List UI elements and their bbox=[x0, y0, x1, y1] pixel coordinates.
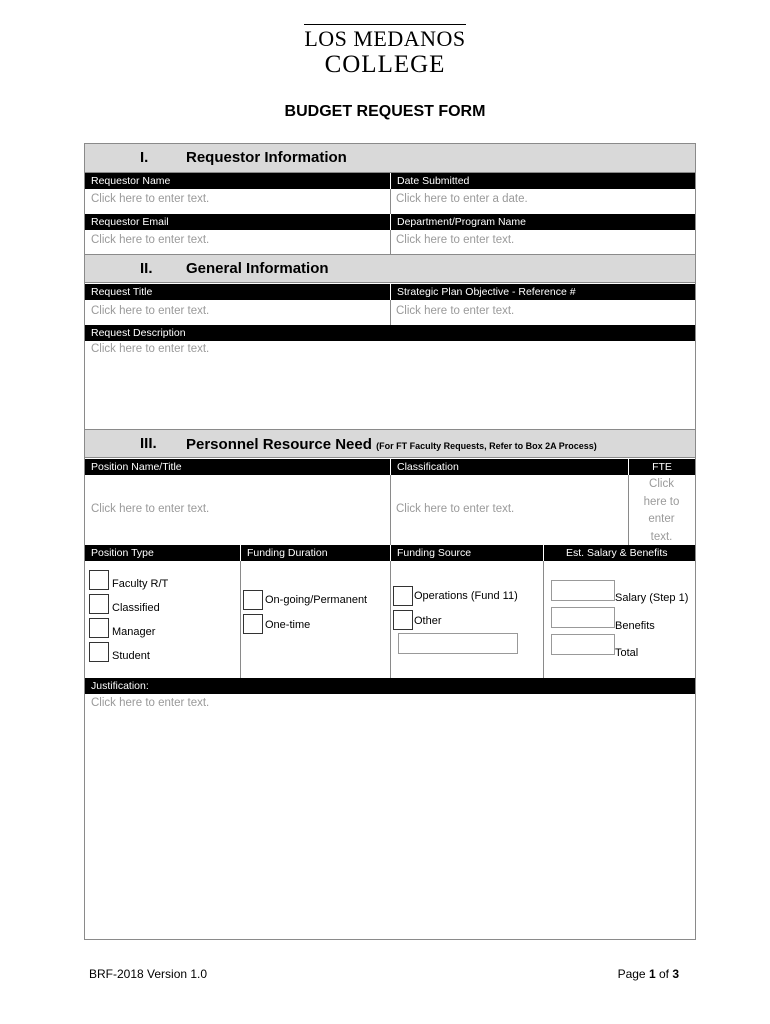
student-checkbox[interactable] bbox=[89, 642, 109, 662]
est-salary-label: Est. Salary & Benefits bbox=[543, 545, 695, 561]
logo-line-1: LOS MEDANOS bbox=[304, 26, 466, 51]
request-description-input[interactable]: Click here to enter text. bbox=[91, 343, 210, 355]
divider bbox=[390, 230, 391, 254]
divider bbox=[628, 475, 629, 545]
manager-checkbox[interactable] bbox=[89, 618, 109, 638]
section-3-number: III. bbox=[140, 435, 157, 452]
salary-field[interactable] bbox=[551, 580, 615, 601]
fte-label: FTE bbox=[628, 459, 695, 475]
position-name-input[interactable]: Click here to enter text. bbox=[91, 503, 210, 515]
requestor-name-input[interactable]: Click here to enter text. bbox=[91, 193, 210, 205]
other-option-label: Other bbox=[414, 615, 442, 627]
section-1-number: I. bbox=[140, 149, 149, 166]
requestor-name-label: Requestor Name bbox=[85, 173, 390, 189]
budget-request-form bbox=[84, 143, 696, 940]
salary-label: Salary (Step 1) bbox=[615, 592, 689, 604]
request-title-label: Request Title bbox=[85, 284, 390, 300]
justification-input[interactable]: Click here to enter text. bbox=[91, 697, 210, 709]
section-1-header bbox=[85, 144, 695, 173]
divider bbox=[390, 189, 391, 214]
date-submitted-input[interactable]: Click here to enter a date. bbox=[396, 193, 528, 205]
benefits-field[interactable] bbox=[551, 607, 615, 628]
request-title-input[interactable]: Click here to enter text. bbox=[91, 305, 210, 317]
page-number: Page 1 of 3 bbox=[617, 967, 679, 981]
classification-label: Classification bbox=[390, 459, 628, 475]
student-option-label: Student bbox=[112, 650, 150, 662]
date-submitted-label: Date Submitted bbox=[390, 173, 695, 189]
classified-checkbox[interactable] bbox=[89, 594, 109, 614]
one-time-option-label: One-time bbox=[265, 619, 311, 631]
section-1-title: Requestor Information bbox=[186, 149, 347, 166]
fte-input[interactable]: Click here to enter text. bbox=[643, 478, 680, 543]
logo-line-2: COLLEGE bbox=[324, 51, 446, 78]
manager-option-label: Manager bbox=[112, 626, 156, 638]
operations-checkbox[interactable] bbox=[393, 586, 413, 606]
section-2-header bbox=[85, 254, 695, 283]
justification-label: Justification: bbox=[85, 678, 695, 694]
faculty-option-label: Faculty R/T bbox=[112, 578, 169, 590]
classification-input[interactable]: Click here to enter text. bbox=[396, 503, 515, 515]
faculty-checkbox[interactable] bbox=[89, 570, 109, 590]
divider bbox=[390, 300, 391, 325]
ongoing-checkbox[interactable] bbox=[243, 590, 263, 610]
section-2-number: II. bbox=[140, 260, 153, 277]
requestor-email-input[interactable]: Click here to enter text. bbox=[91, 234, 210, 246]
divider bbox=[390, 475, 391, 545]
divider bbox=[390, 561, 391, 678]
section-2-title: General Information bbox=[186, 260, 329, 277]
other-source-field[interactable] bbox=[398, 633, 518, 654]
benefits-label: Benefits bbox=[615, 620, 655, 632]
requestor-email-label: Requestor Email bbox=[85, 214, 390, 230]
request-description-label: Request Description bbox=[85, 325, 695, 341]
strategic-plan-label: Strategic Plan Objective - Reference # bbox=[390, 284, 695, 300]
strategic-plan-input[interactable]: Click here to enter text. bbox=[396, 305, 515, 317]
operations-option-label: Operations (Fund 11) bbox=[414, 590, 518, 602]
funding-duration-label: Funding Duration bbox=[240, 545, 390, 561]
section-3-header bbox=[85, 429, 695, 458]
department-input[interactable]: Click here to enter text. bbox=[396, 234, 515, 246]
funding-source-label: Funding Source bbox=[390, 545, 543, 561]
form-version: BRF-2018 Version 1.0 bbox=[89, 967, 208, 981]
department-label: Department/Program Name bbox=[390, 214, 695, 230]
position-type-label: Position Type bbox=[85, 545, 240, 561]
classified-option-label: Classified bbox=[112, 602, 160, 614]
total-field[interactable] bbox=[551, 634, 615, 655]
divider bbox=[240, 561, 241, 678]
section-3-note: (For FT Faculty Requests, Refer to Box 2A Process) bbox=[376, 441, 597, 451]
other-checkbox[interactable] bbox=[393, 610, 413, 630]
form-title: BUDGET REQUEST FORM bbox=[284, 103, 486, 120]
one-time-checkbox[interactable] bbox=[243, 614, 263, 634]
total-label: Total bbox=[615, 647, 639, 659]
section-3-title: Personnel Resource Need bbox=[186, 436, 372, 453]
ongoing-option-label: On-going/Permanent bbox=[265, 594, 368, 606]
divider bbox=[543, 561, 544, 678]
college-logo bbox=[0, 24, 770, 79]
position-name-label: Position Name/Title bbox=[85, 459, 390, 475]
